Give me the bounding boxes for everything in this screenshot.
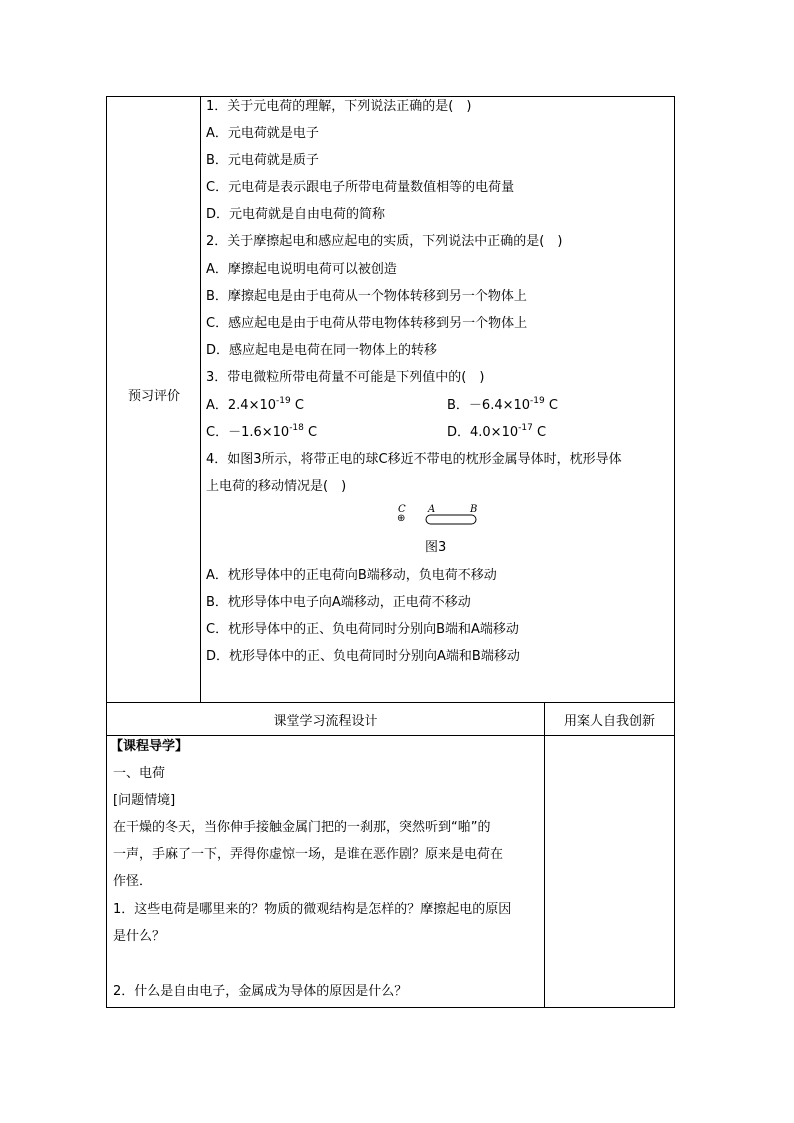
lesson-paragraph-line-3: 作怪． bbox=[113, 874, 153, 889]
question-4-line-1: 4．如图3所示，将带正电的球C移近不带电的枕形金属导体时，枕形导体 bbox=[206, 452, 622, 467]
row-divider-2 bbox=[106, 735, 675, 736]
table-bottom-border bbox=[106, 1007, 675, 1008]
question-2: 2．关于摩擦起电和感应起电的实质，下列说法中正确的是( ) bbox=[206, 234, 563, 249]
option-c-exponent: -18 bbox=[289, 423, 304, 433]
question-3-option-d bbox=[447, 425, 546, 442]
lesson-question-2: 2．什么是自由电子，金属成为导体的原因是什么？ bbox=[113, 984, 408, 999]
question-4-line-2: 上电荷的移动情况是( ) bbox=[206, 479, 347, 494]
preview-label: 预习评价 bbox=[127, 389, 180, 404]
positive-charge-icon: ⊕ bbox=[397, 513, 406, 524]
question-2-option-b: B．摩擦起电是由于电荷从一个物体转移到另一个物体上 bbox=[206, 289, 527, 304]
option-b-value: B．－6.4×10 bbox=[447, 398, 531, 413]
lesson-question-1-line-2: 是什么？ bbox=[113, 929, 166, 944]
lesson-section-title: 【课程导学】 bbox=[110, 739, 189, 754]
option-d-unit: C bbox=[532, 425, 547, 440]
option-a-unit: C bbox=[290, 398, 304, 413]
lesson-subtitle: 一、电荷 bbox=[113, 766, 166, 781]
row-divider-1 bbox=[106, 702, 675, 703]
option-c-value: C．－1.6×10 bbox=[206, 425, 290, 440]
question-1-option-a: A．元电荷就是电子 bbox=[206, 126, 319, 141]
question-3-option-a bbox=[206, 398, 304, 415]
figure-3 bbox=[390, 500, 490, 560]
flow-design-header: 课堂学习流程设计 bbox=[273, 714, 378, 729]
question-4-option-a: A．枕形导体中的正电荷向B端移动，负电荷不移动 bbox=[206, 568, 497, 583]
question-3: 3．带电微粒所带电荷量不可能是下列值中的( ) bbox=[206, 370, 485, 385]
figure-caption: 图3 bbox=[425, 540, 447, 555]
question-2-option-c: C．感应起电是由于电荷从带电物体转移到另一个物体上 bbox=[206, 316, 528, 331]
option-a-value: A．2.4×10 bbox=[206, 398, 277, 413]
question-1-option-d: D．元电荷就是自由电荷的简称 bbox=[206, 207, 386, 222]
figure-label-a: A bbox=[428, 504, 436, 515]
question-1: 1．关于元电荷的理解，下列说法正确的是( ) bbox=[206, 99, 472, 114]
question-1-option-c: C．元电荷是表示跟电子所带电荷量数值相等的电荷量 bbox=[206, 180, 515, 195]
notes-divider bbox=[544, 702, 545, 1008]
lesson-paragraph-line-2: 一声，手麻了一下，弄得你虚惊一场，是谁在恶作剧？原来是电荷在 bbox=[113, 847, 504, 862]
figure-label-c: C bbox=[398, 504, 406, 515]
question-1-option-b: B．元电荷就是质子 bbox=[206, 153, 319, 168]
table-top-border bbox=[106, 96, 675, 97]
lesson-paragraph-line-1: 在干燥的冬天，当你伸手接触金属门把的一刹那，突然听到“啪”的 bbox=[113, 820, 491, 835]
lesson-scenario-tag: [问题情境] bbox=[113, 793, 176, 808]
figure-label-b: B bbox=[470, 504, 478, 515]
option-a-exponent: -19 bbox=[276, 396, 291, 406]
question-4-option-c: C．枕形导体中的正、负电荷同时分别向B端和A端移动 bbox=[206, 622, 519, 637]
question-3-option-c bbox=[206, 425, 317, 442]
question-2-option-d: D．感应起电是电荷在同一物体上的转移 bbox=[206, 343, 438, 358]
lesson-question-1-line-1: 1．这些电荷是哪里来的？物质的微观结构是怎样的？摩擦起电的原因 bbox=[113, 902, 512, 917]
self-innovation-header: 用案人自我创新 bbox=[563, 714, 655, 729]
question-3-option-b bbox=[447, 398, 558, 415]
pillow-conductor bbox=[426, 515, 476, 524]
table-left-border bbox=[106, 96, 107, 1008]
option-b-unit: C bbox=[544, 398, 558, 413]
option-b-exponent: -19 bbox=[530, 396, 545, 406]
question-4-option-d: D．枕形导体中的正、负电荷同时分别向A端和B端移动 bbox=[206, 649, 520, 664]
question-2-option-a: A．摩擦起电说明电荷可以被创造 bbox=[206, 262, 397, 277]
question-4-option-b: B．枕形导体中电子向A端移动，正电荷不移动 bbox=[206, 595, 471, 610]
table-right-border bbox=[674, 96, 675, 1008]
option-c-unit: C bbox=[303, 425, 318, 440]
option-d-value: D．4.0×10 bbox=[447, 425, 519, 440]
option-d-exponent: -17 bbox=[518, 423, 533, 433]
